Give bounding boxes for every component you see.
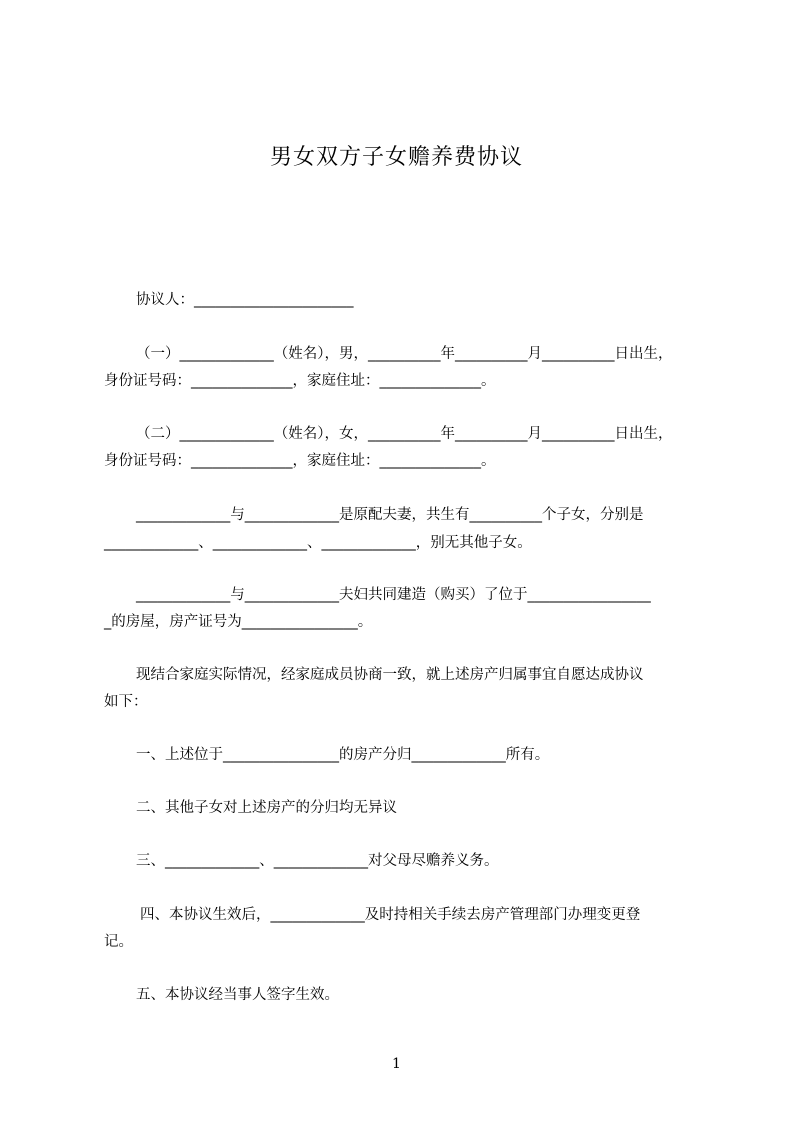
property-line1: _____________与_____________夫妇共同建造（购买）了位于_________________ [136,587,651,603]
clause-3: 三、_____________、_____________对父母尽赡养义务。 [136,853,499,869]
marriage-line2: _____________、_____________、_____________，别无其他子女。 [104,535,532,551]
clause-2: 二、其他子女对上述房产的分归均无异议 [136,800,397,816]
clause-1: 一、上述位于________________的房产分归_____________所有。 [136,747,550,763]
party1-line1: （一）_____________（姓名），男，__________年__________月__________日出生， [136,346,673,362]
party2-line2: 身份证号码：______________，家庭住址：______________。 [104,453,496,469]
parties-label: 协议人：______________________ [136,292,354,308]
party2-line1: （二）_____________（姓名），女，__________年__________月__________日出生， [136,426,673,442]
page-number: 1 [392,1056,401,1072]
party1-line2: 身份证号码：______________，家庭住址：______________。 [104,373,496,389]
marriage-line1: _____________与_____________是原配夫妻，共生有__________个子女，分别是 [136,507,644,523]
clause-4-line1: 四、本协议生效后，_____________及时持相关手续去房产管理部门办理变更登 [140,907,641,923]
clause-5: 五、本协议经当事人签字生效。 [136,987,339,1003]
preamble-line1: 现结合家庭实际情况，经家庭成员协商一致，就上述房产归属事宜自愿达成协议 [136,667,644,683]
document-title: 男女双方子女赡养费协议 [269,145,523,170]
property-line2: _的房屋，房产证号为________________。 [104,614,373,630]
clause-4-line2: 记。 [104,934,133,950]
preamble-line2: 如下： [104,694,148,710]
